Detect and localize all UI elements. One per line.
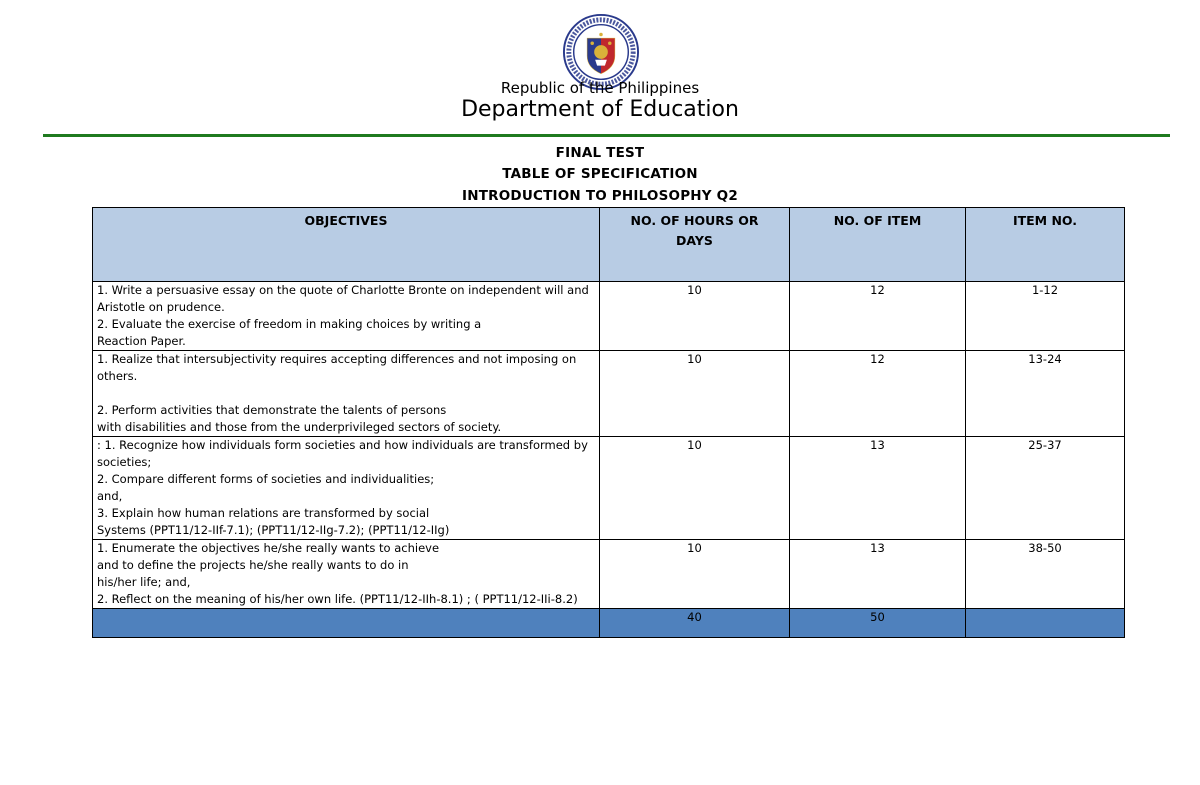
header-hours-line1: NO. OF HOURS OR <box>630 213 759 228</box>
total-items-cell: 50 <box>790 609 966 638</box>
items-cell: 13 <box>790 540 966 609</box>
objective-line: 1. Realize that intersubjectivity requires accepting differences and not imposing on <box>97 352 577 366</box>
objectives-cell <box>93 437 600 540</box>
totals-label-cell <box>93 609 600 638</box>
header-hours-line2: DAYS <box>676 233 713 248</box>
item-no-cell: 1-12 <box>966 282 1125 351</box>
total-hours-cell: 40 <box>600 609 790 638</box>
items-cell: 12 <box>790 282 966 351</box>
items-cell: 12 <box>790 351 966 437</box>
objective-line: with disabilities and those from the underprivileged sectors of society. <box>97 420 502 434</box>
hours-cell: 10 <box>600 282 790 351</box>
table-row <box>93 282 1125 351</box>
header-item-no: ITEM NO. <box>966 208 1125 282</box>
republic-heading: Republic of the Philippines <box>500 79 700 97</box>
objective-line: and to define the projects he/she really wants to do in <box>97 558 409 572</box>
objectives-cell <box>93 540 600 609</box>
title-subject: INTRODUCTION TO PHILOSOPHY Q2 <box>462 188 738 204</box>
green-divider <box>43 134 1170 137</box>
hours-cell: 10 <box>600 351 790 437</box>
hours-cell: 10 <box>600 540 790 609</box>
objective-line: 1. Write a persuasive essay on the quote of Charlotte Bronte on independent will and <box>97 283 589 297</box>
item-no-cell: 13-24 <box>966 351 1125 437</box>
table-header-row <box>93 208 1125 282</box>
objective-line: his/her life; and, <box>97 575 191 589</box>
title-final-test: FINAL TEST <box>555 145 645 161</box>
items-cell: 13 <box>790 437 966 540</box>
specification-table <box>92 207 1125 638</box>
table-row <box>93 540 1125 609</box>
item-no-cell: 25-37 <box>966 437 1125 540</box>
objective-line: 2. Perform activities that demonstrate the talents of persons <box>97 403 447 417</box>
objective-line: 2. Compare different forms of societies and individualities; <box>97 472 435 486</box>
objective-line: societies; <box>97 455 152 469</box>
total-item-no-cell <box>966 609 1125 638</box>
objectives-cell <box>93 282 600 351</box>
objective-line: 1. Enumerate the objectives he/she really wants to achieve <box>97 541 440 555</box>
table-row <box>93 351 1125 437</box>
objectives-cell <box>93 351 600 437</box>
header-objectives: OBJECTIVES <box>93 208 600 282</box>
department-heading: Department of Education <box>461 97 739 122</box>
objective-line: 2. Evaluate the exercise of freedom in making choices by writing a <box>97 317 482 331</box>
title-table-of-specification: TABLE OF SPECIFICATION <box>502 166 698 182</box>
objective-line: and, <box>97 489 123 503</box>
objective-line: : 1. Recognize how individuals form societies and how individuals are transformed by <box>97 438 588 452</box>
objective-line: others. <box>97 369 138 383</box>
header-hours <box>600 208 790 282</box>
table-row <box>93 437 1125 540</box>
hours-cell: 10 <box>600 437 790 540</box>
objective-line: 3. Explain how human relations are transformed by social <box>97 506 430 520</box>
item-no-cell: 38-50 <box>966 540 1125 609</box>
objective-line: Aristotle on prudence. <box>97 300 225 314</box>
totals-row <box>93 609 1125 638</box>
header-items: NO. OF ITEM <box>790 208 966 282</box>
objective-line: 2. Reflect on the meaning of his/her own life. (PPT11/12-IIh-8.1) ; ( PPT11/12-IIi-8.2) <box>97 592 578 606</box>
objective-spacer <box>97 385 595 402</box>
objective-line: Systems (PPT11/12-IIf-7.1); (PPT11/12-IIg-7.2); (PPT11/12-IIg) <box>97 523 450 537</box>
objective-line: Reaction Paper. <box>97 334 186 348</box>
